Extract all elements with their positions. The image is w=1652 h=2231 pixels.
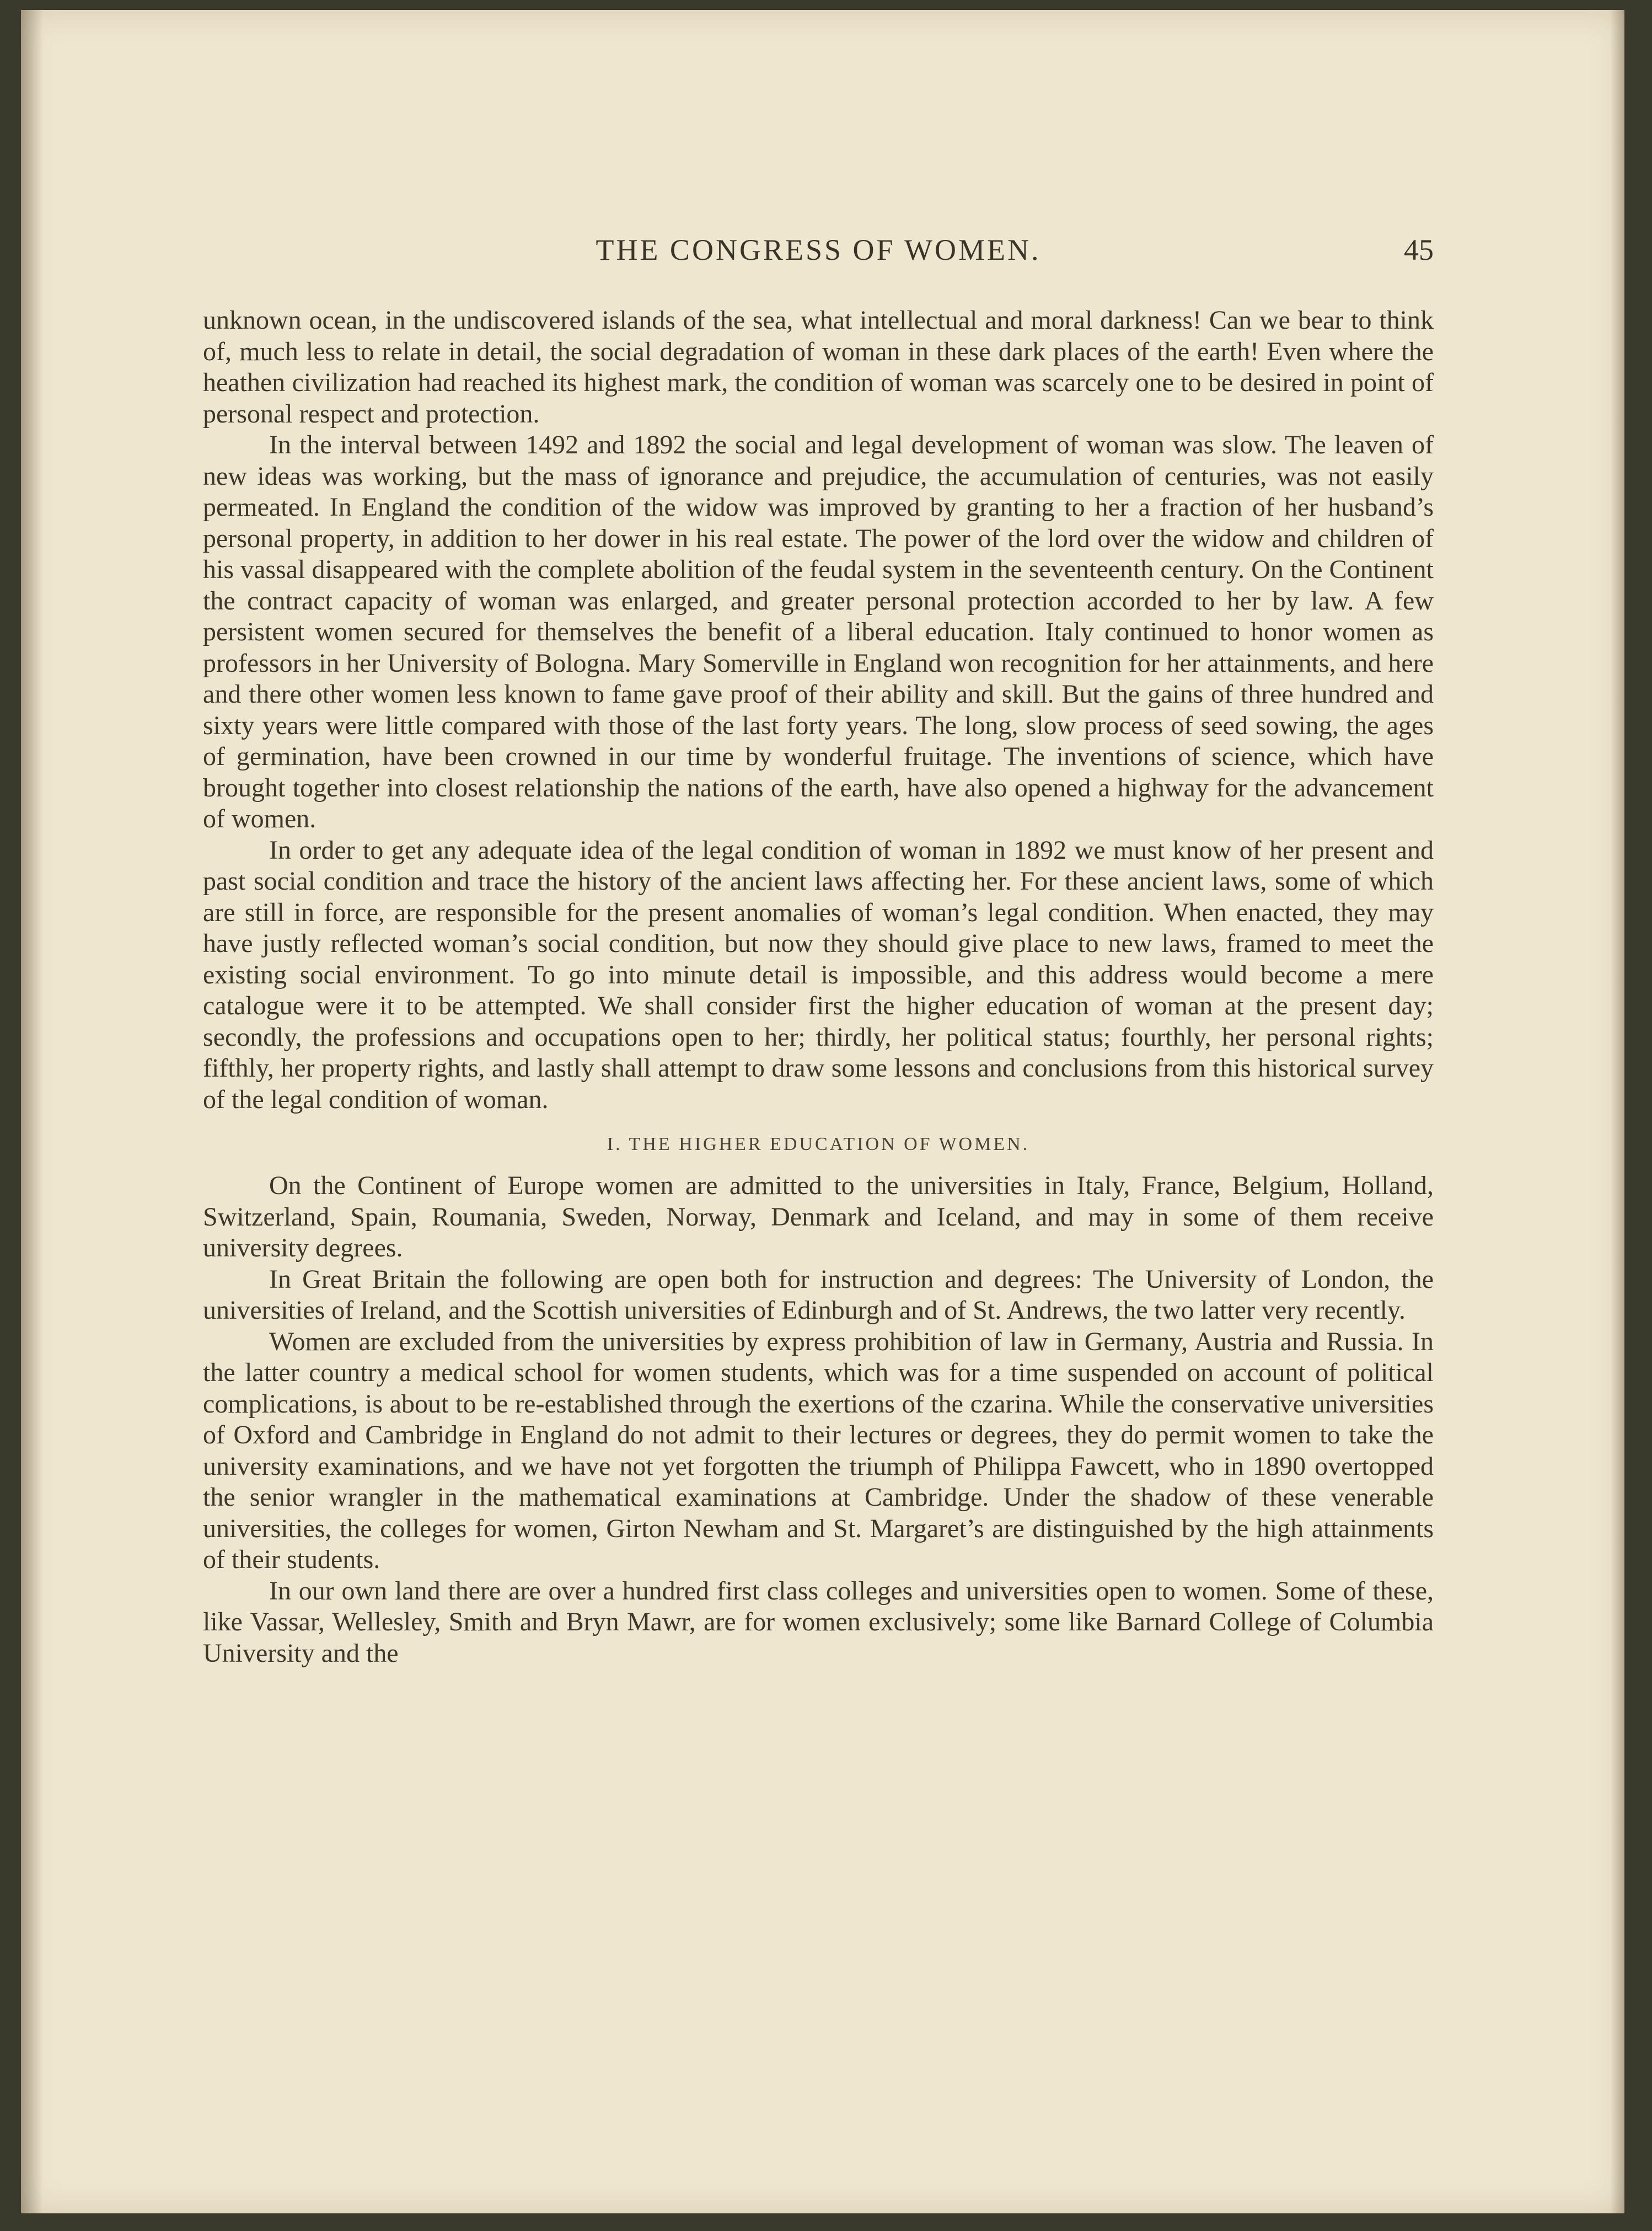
body-text bbox=[203, 305, 1434, 1669]
book-page bbox=[21, 10, 1624, 2213]
section-heading: I. THE HIGHER EDUCATION OF WOMEN. bbox=[607, 1134, 1030, 1154]
paragraph-1: unknown ocean, in the undiscovered islands of the sea, what intellectual and moral darkness! Can we bear to think of, much less to relate in detail, the social degradation of woman in these dark places of the earth! Even where the heathen civilization had reached its highest mark, the condition of woman was scarcely one to be desired in point of personal respect and protection. bbox=[203, 306, 1434, 429]
section-paragraph-1: On the Continent of Europe women are admitted to the universities in Italy, France, Belgium, Holland, Switzerland, Spain, Roumania, Sweden, Norway, Denmark and Iceland, and may in some of them receive university degrees. bbox=[203, 1171, 1434, 1262]
section-paragraph-4: In our own land there are over a hundred first class colleges and universities open to women. Some of these, like Vassar, Wellesley, Smith and Bryn Mawr, are for women exclusively; some like Barnard College of Columbia University and the bbox=[203, 1576, 1434, 1668]
paragraph-3: In order to get any adequate idea of the legal condition of woman in 1892 we must know of her present and past social condition and trace the history of the ancient laws affecting her. For these ancient laws, some of which are still in force, are responsible for the present anomalies of woman’s legal condition. When enacted, they may have justly reflected woman’s social condition, but now they should give place to new laws, framed to meet the existing social environment. To go into minute detail is impossible, and this address would become a mere catalogue were it to be attempted. We shall consider first the higher education of woman at the present day; secondly, the professions and occupations open to her; thirdly, her political status; fourthly, her personal rights; fifthly, her property rights, and lastly shall attempt to draw some lessons and conclusions from this historical survey of the legal condition of woman. bbox=[203, 835, 1434, 1114]
paragraph-2: In the interval between 1492 and 1892 the social and legal development of woman was slow. The leaven of new ideas was working, but the mass of ignorance and prejudice, the accumulation of centuries, was not easily permeated. In England the condition of the widow was improved by granting to her a fraction of her husband’s personal property, in addition to her dower in his real estate. The power of the lord over the widow and children of his vassal disappeared with the complete abolition of the feudal system in the seventeenth century. On the Continent the contract capacity of woman was enlarged, and greater personal protection accorded to her by law. A few persistent women secured for themselves the benefit of a liberal education. Italy continued to honor women as professors in her University of Bologna. Mary Somerville in England won recognition for her attainments, and here and there other women less known to fame gave proof of their ability and skill. But the gains of three hundred and sixty years were little compared with those of the last forty years. The long, slow process of seed sowing, the ages of germination, have been crowned in our time by wonderful fruitage. The inventions of science, which have brought together into closest relationship the nations of the earth, have also opened a highway for the advancement of women. bbox=[203, 430, 1434, 833]
page-edge-shadow bbox=[1610, 10, 1624, 2213]
running-title: THE CONGRESS OF WOMEN. bbox=[596, 233, 1041, 266]
running-header bbox=[203, 228, 1434, 272]
page-number: 45 bbox=[1404, 233, 1434, 266]
section-paragraph-2: In Great Britain the following are open both for instruction and degrees: The University of London, the universities of Ireland, and the Scottish universities of Edinburgh and of St. Andrews, the two latter very recently. bbox=[203, 1264, 1434, 1325]
section-paragraph-3: Women are excluded from the universities by express prohibition of law in Germany, Austria and Russia. In the latter country a medical school for women students, which was for a time suspended on account of political complications, is about to be re-established through the exertions of the czarina. While the conservative universities of Oxford and Cambridge in England do not admit to their lectures or degrees, they do permit women to take the university examinations, and we have not yet forgotten the triumph of Philippa Fawcett, who in 1890 overtopped the senior wrangler in the mathematical examinations at Cambridge. Under the shadow of these venerable universities, the colleges for women, Girton Newham and St. Margaret’s are distinguished by the high attainments of their students. bbox=[203, 1326, 1434, 1574]
gutter-shadow bbox=[21, 10, 43, 2213]
